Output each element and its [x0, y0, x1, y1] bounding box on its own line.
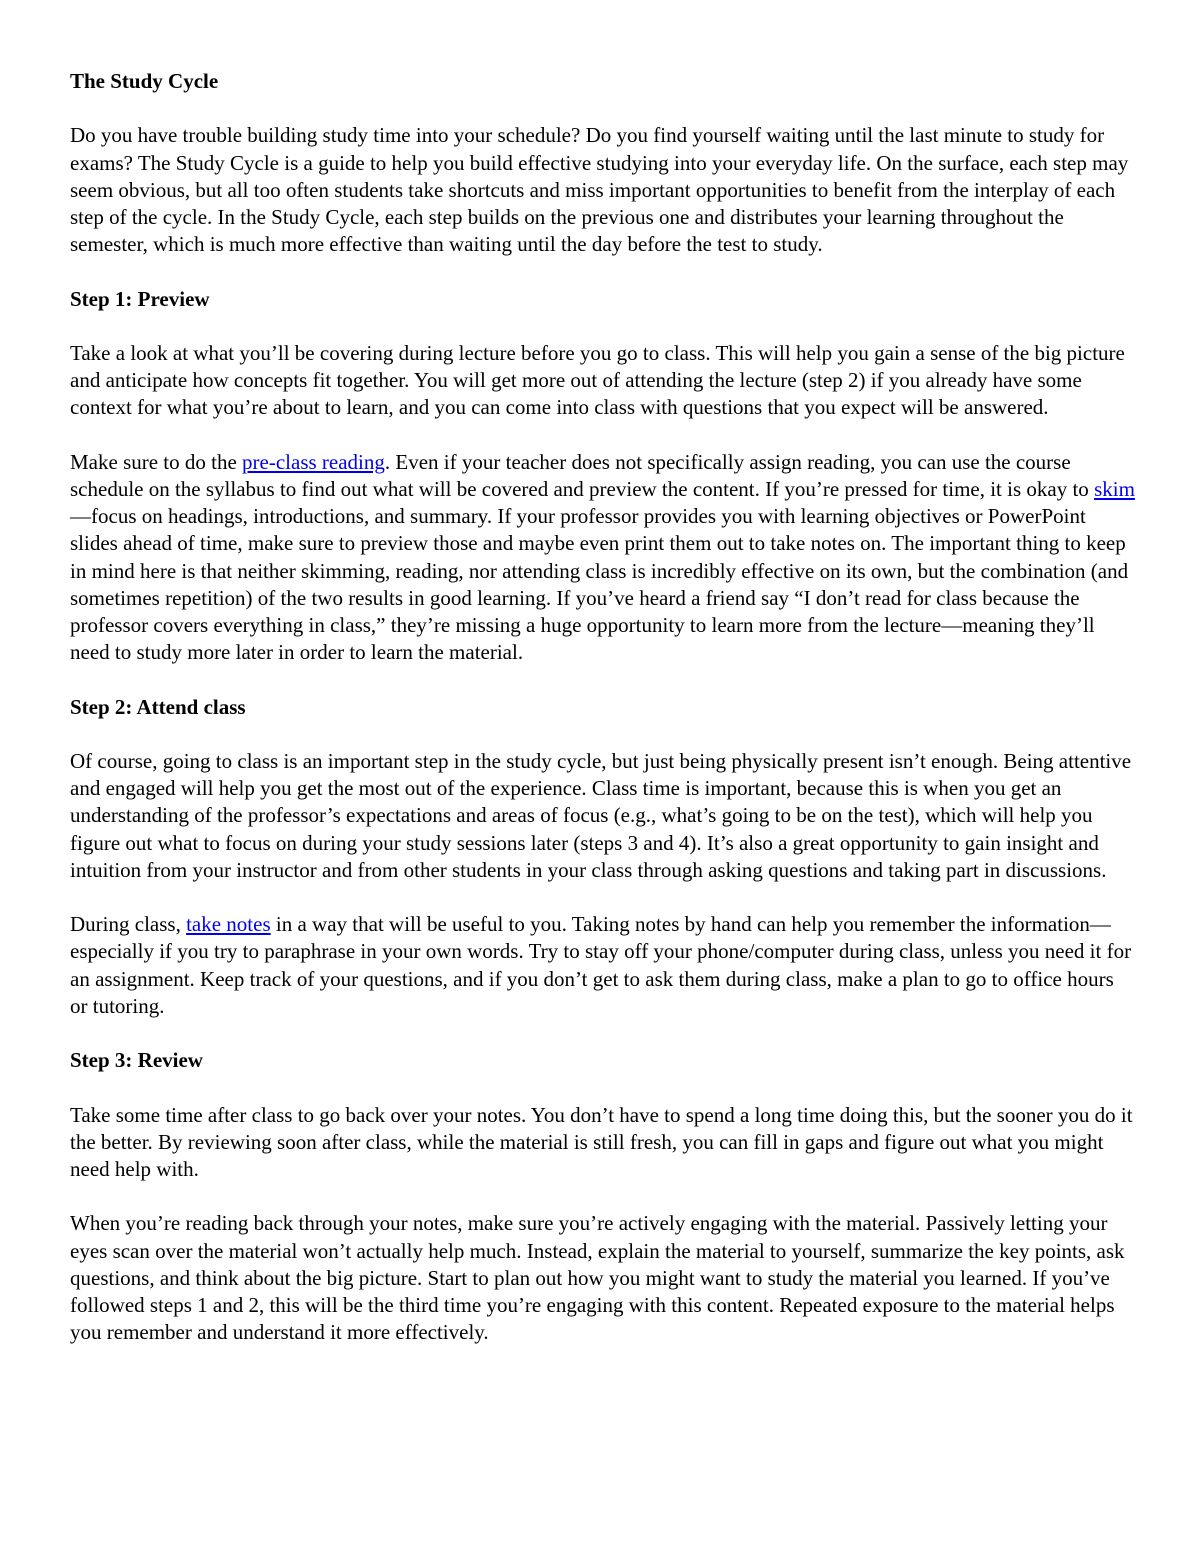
step1-paragraph-2	[70, 449, 1135, 667]
take-notes-link[interactable]: take notes	[186, 912, 271, 937]
step1-p2-text-a: Make sure to do the	[70, 449, 243, 474]
document-page	[70, 68, 1135, 1346]
step3-paragraph-2: When you’re reading back through your notes, make sure you’re actively engaging with the material. Passively letting your eyes scan over the material won’t actually help much. Instead, explain the material to yourself, summarize the key points, ask questions, and think about the big picture. Start to plan out how you might want to study the material you learned. If you’ve followed steps 1 and 2, this will be the third time you’re engaging with this content. Repeated exposure to the material helps you remember and understand it more effectively.	[70, 1211, 1125, 1345]
step1-p2-text-b: . Even if your teacher does not specifically assign reading, you can use the course schedule on the syllabus to find out what will be covered and preview the content. If you’re pressed for time, it is okay to	[70, 449, 1095, 501]
step3-heading: Step 3: Review	[70, 1048, 203, 1073]
skim-link[interactable]: skim	[1094, 476, 1135, 501]
step2-paragraph-2	[70, 911, 1135, 1020]
step1-heading: Step 1: Preview	[70, 286, 210, 311]
step2-p2-text-a: During class,	[70, 912, 187, 937]
step2-paragraph-1: Of course, going to class is an important step in the study cycle, but just being physically present isn’t enough. Being attentive and engaged will help you get the most out of the experience. Class time is important, because this is when you get an understanding of the professor’s expectations and areas of focus (e.g., what’s going to be on the test), which will help you figure out what to focus on during your study sessions later (steps 3 and 4). It’s also a great opportunity to gain insight and intuition from your instructor and from other students in your class through asking questions and taking part in discussions.	[70, 748, 1132, 882]
intro-paragraph: Do you have trouble building study time into your schedule? Do you find yourself waiting until the last minute to study for exams? The Study Cycle is a guide to help you build effective studying into your everyday life. On the surface, each step may seem obvious, but all too often students take shortcuts and miss important opportunities to benefit from the interplay of each step of the cycle. In the Study Cycle, each step builds on the previous one and distributes your learning throughout the semester, which is much more effective than waiting until the day before the test to study.	[70, 123, 1129, 257]
step1-p2-text-c: —focus on headings, introductions, and summary. If your professor provides you with learning objectives or PowerPoint slides ahead of time, make sure to preview those and maybe even print them out to take notes on. The important thing to keep in mind here is that neither skimming, reading, nor attending class is incredibly effective on its own, but the combination (and sometimes repetition) of the two results in good learning. If you’ve heard a friend say “I don’t read for class because the professor covers everything in class,” they’re missing a huge opportunity to learn more from the lecture—meaning they’ll need to study more later in order to learn the material.	[70, 504, 1129, 665]
pre-class-reading-link[interactable]: pre-class reading	[242, 449, 385, 474]
step3-paragraph-1: Take some time after class to go back over your notes. You don’t have to spend a long time doing this, but the sooner you do it the better. By reviewing soon after class, while the material is still fresh, you can fill in gaps and figure out what you might need help with.	[70, 1102, 1133, 1181]
step2-heading: Step 2: Attend class	[70, 694, 246, 719]
step1-paragraph-1: Take a look at what you’ll be covering during lecture before you go to class. This will help you gain a sense of the big picture and anticipate how concepts fit together. You will get more out of attending the lecture (step 2) if you already have some context for what you’re about to learn, and you can come into class with questions that you expect will be answered.	[70, 340, 1125, 420]
step2-p2-text-b: in a way that will be useful to you. Taking notes by hand can help you remember the information—especially if you try to paraphrase in your own words. Try to stay off your phone/computer during class, unless you need it for an assignment. Keep track of your questions, and if you don’t get to ask them during class, make a plan to go to office hours or tutoring.	[70, 912, 1132, 1018]
document-title: The Study Cycle	[70, 69, 219, 93]
